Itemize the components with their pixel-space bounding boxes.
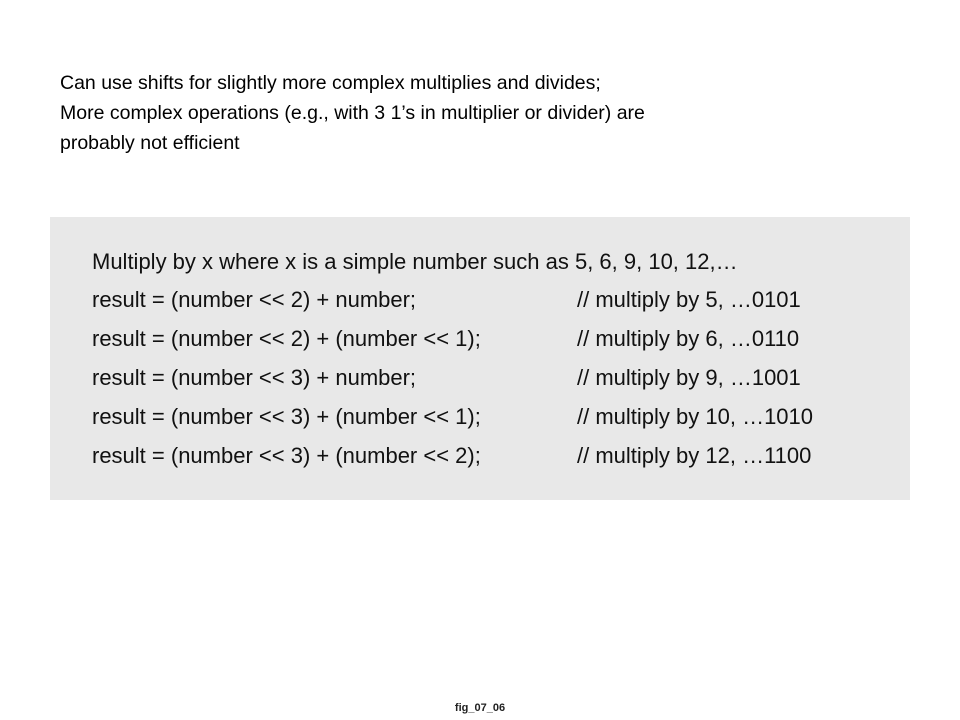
intro-line-1: Can use shifts for slightly more complex multiplies and divides;	[60, 72, 601, 94]
code-comment: // multiply by 10, …1010	[577, 404, 814, 429]
code-row	[92, 404, 892, 434]
code-expression: result = (number << 3) + (number << 1);	[92, 404, 481, 429]
code-row	[92, 287, 892, 317]
intro-text	[60, 68, 920, 158]
code-expression: result = (number << 3) + (number << 2);	[92, 443, 481, 468]
figure-caption: fig_07_06	[454, 702, 506, 714]
code-comment: // multiply by 12, …1100	[577, 443, 812, 468]
code-example-panel	[50, 217, 910, 500]
intro-line-2: More complex operations (e.g., with 3 1’s in multiplier or divider) are	[60, 102, 645, 124]
intro-line-3: probably not efficient	[60, 132, 240, 154]
code-comment: // multiply by 6, …0110	[577, 326, 800, 351]
code-row	[92, 443, 892, 473]
code-row	[92, 365, 892, 395]
code-expression: result = (number << 3) + number;	[92, 365, 417, 390]
code-expression: result = (number << 2) + (number << 1);	[92, 326, 481, 351]
code-comment: // multiply by 5, …0101	[577, 287, 801, 312]
code-row	[92, 326, 892, 356]
code-comment: // multiply by 9, …1001	[577, 365, 801, 390]
panel-heading: Multiply by x where x is a simple number such as 5, 6, 9, 10, 12,…	[92, 249, 738, 274]
code-expression: result = (number << 2) + number;	[92, 287, 417, 312]
